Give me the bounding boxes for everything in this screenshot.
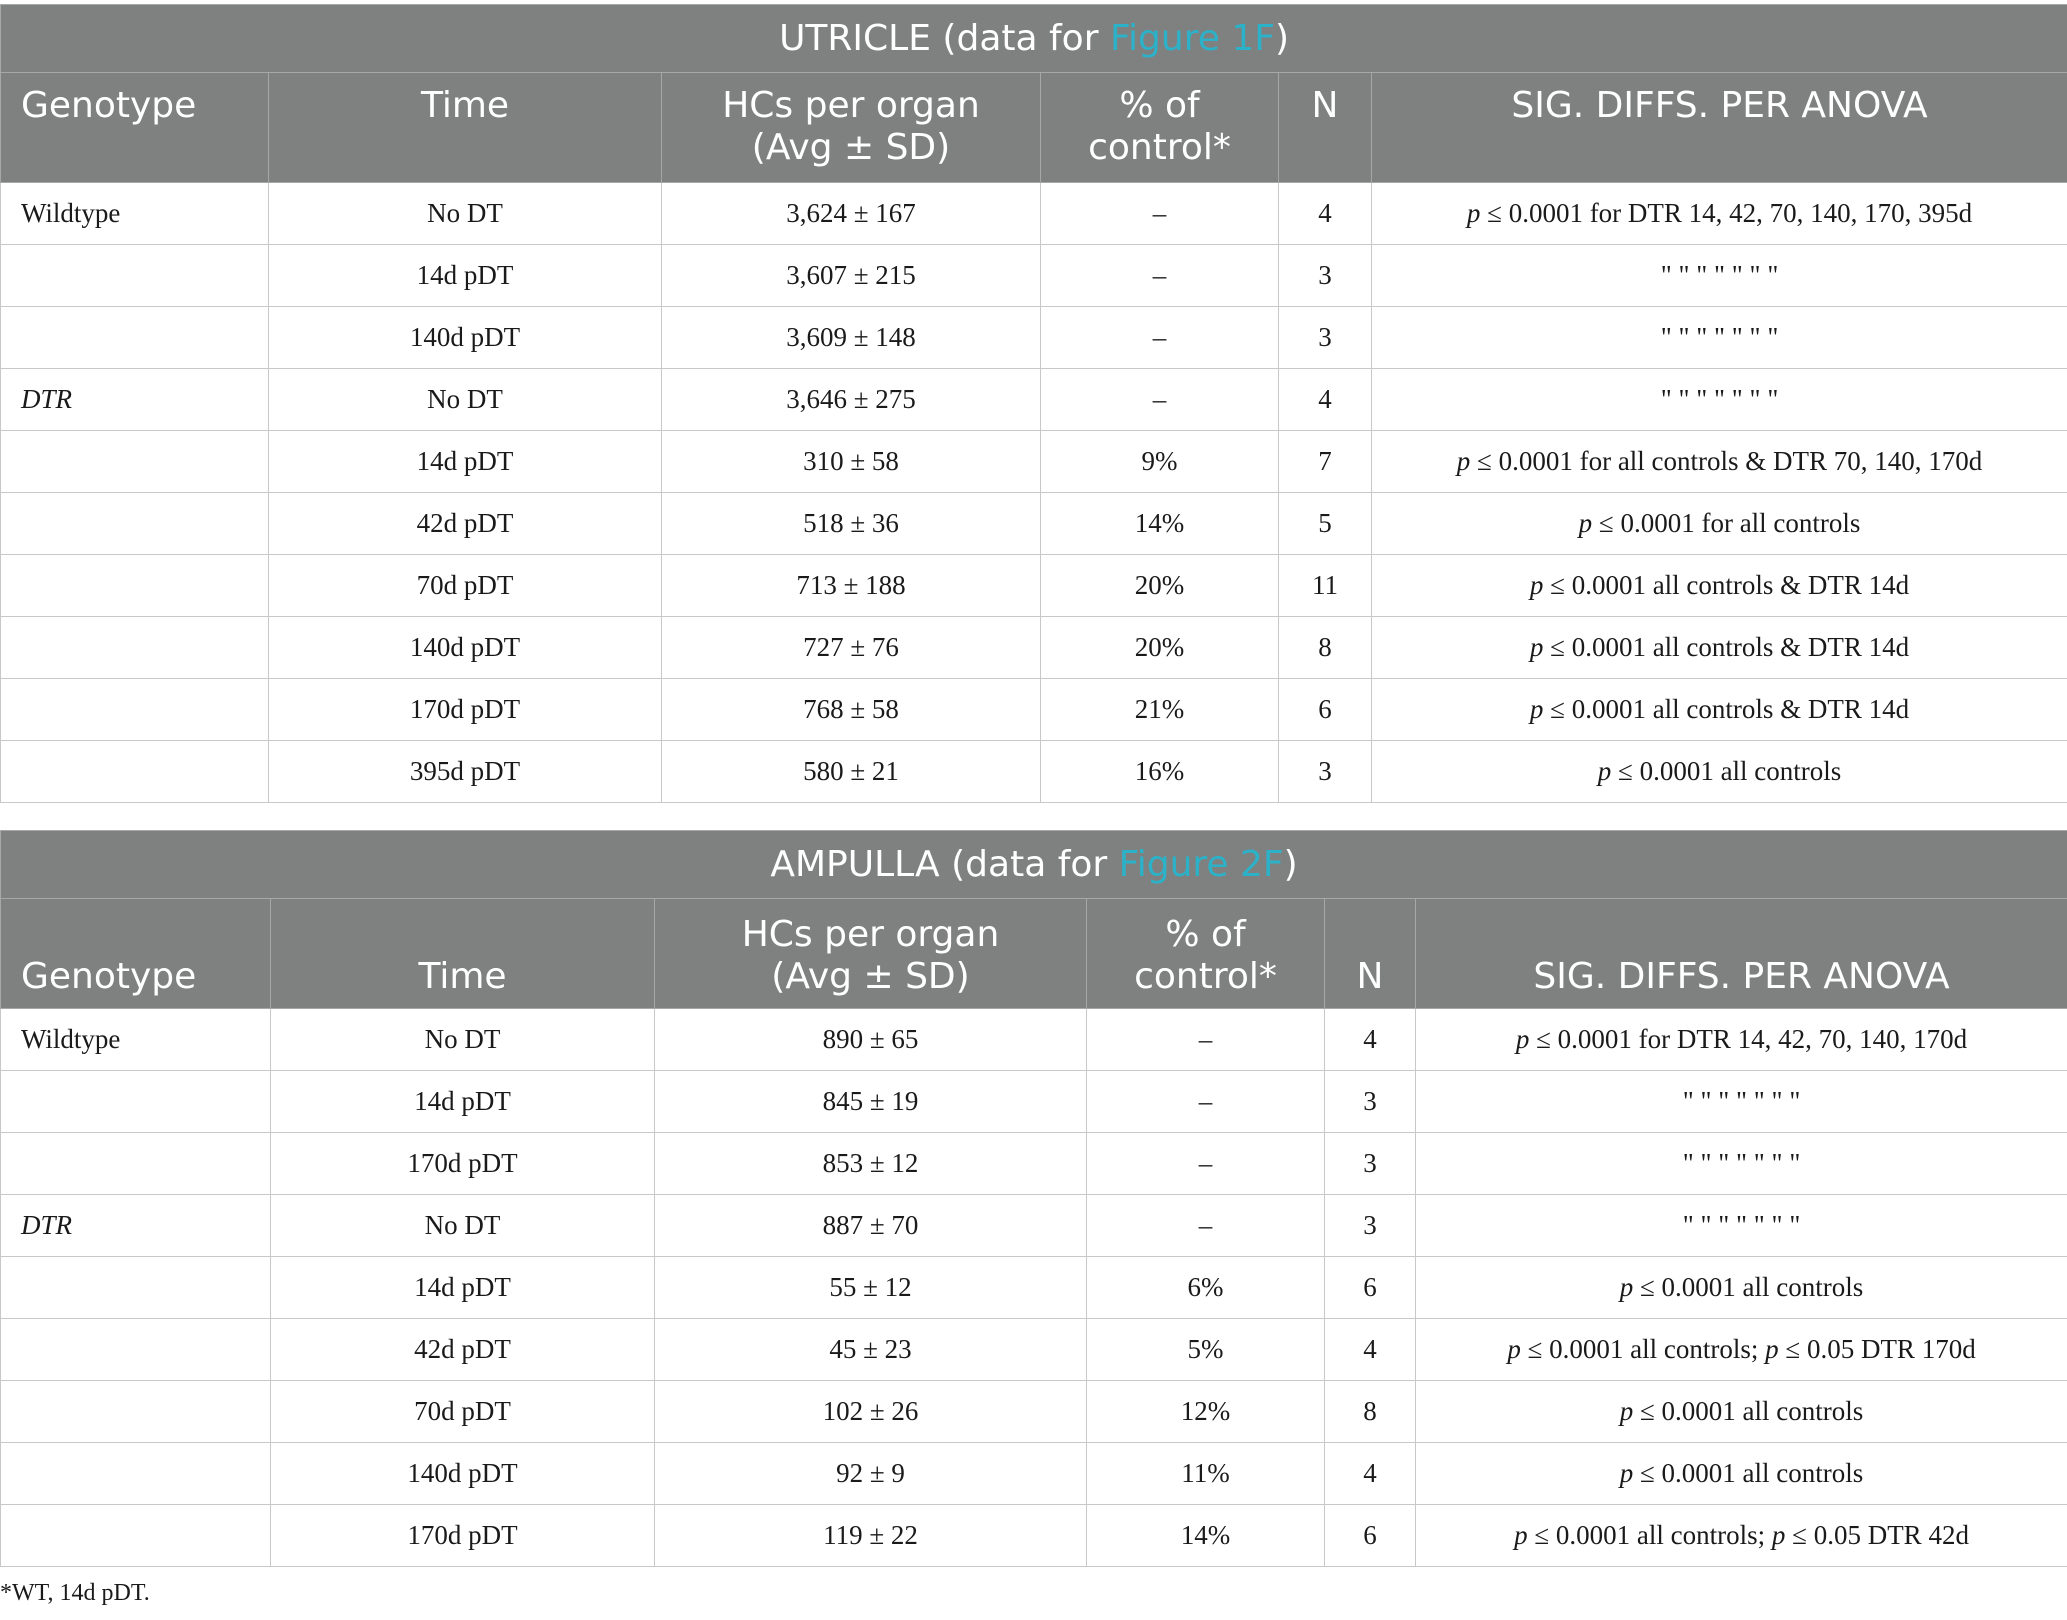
time-cell: No DT [269,369,662,431]
time-cell: 42d pDT [269,493,662,555]
genotype-cell: Wildtype [1,183,269,245]
pct-control-cell: 21% [1041,679,1279,741]
table-footnote: *WT, 14d pDT. [0,1580,150,1606]
sig-diffs-cell: p ≤ 0.0001 all controls [1416,1381,2067,1443]
table-row [1,1505,2067,1567]
table-row [1,555,2067,617]
n-cell: 3 [1279,307,1372,369]
genotype-cell [1,1443,271,1505]
utricle-title [1,5,2067,73]
sig-diffs-cell: p ≤ 0.0001 for DTR 14, 42, 70, 140, 170d [1416,1009,2067,1071]
genotype-cell [1,679,269,741]
table-row [1,1319,2067,1381]
table-row [1,245,2067,307]
genotype-cell [1,617,269,679]
n-cell: 3 [1325,1071,1416,1133]
ampulla-title [1,831,2067,899]
table-row [1,1195,2067,1257]
hcs-cell: 518 ± 36 [662,493,1041,555]
sig-diffs-cell: " " " " " " " [1416,1133,2067,1195]
pct-control-cell: – [1087,1195,1325,1257]
hcs-cell: 3,607 ± 215 [662,245,1041,307]
genotype-cell [1,741,269,803]
pct-control-cell: 20% [1041,617,1279,679]
time-cell: 14d pDT [269,245,662,307]
table-row [1,1443,2067,1505]
pct-control-cell: – [1087,1133,1325,1195]
genotype-cell [1,1133,271,1195]
pct-control-cell: – [1087,1071,1325,1133]
sig-diffs-cell: " " " " " " " [1416,1195,2067,1257]
table-row [1,1133,2067,1195]
hcs-cell: 845 ± 19 [655,1071,1087,1133]
n-cell: 7 [1279,431,1372,493]
header-hcs: HCs per organ (Avg ± SD) [662,73,1041,183]
sig-diffs-cell: p ≤ 0.0001 all controls & DTR 14d [1372,555,2067,617]
title-suffix: ) [1274,17,1289,59]
hcs-cell: 887 ± 70 [655,1195,1087,1257]
n-cell: 3 [1325,1195,1416,1257]
n-cell: 5 [1279,493,1372,555]
time-cell: 140d pDT [271,1443,655,1505]
title-prefix: UTRICLE (data for [779,17,1110,59]
figure-link[interactable]: Figure 1F [1109,17,1275,59]
pct-control-cell: 6% [1087,1257,1325,1319]
pct-control-cell: 14% [1087,1505,1325,1567]
hcs-cell: 3,609 ± 148 [662,307,1041,369]
header-hcs: HCs per organ (Avg ± SD) [655,899,1087,1009]
table-row [1,183,2067,245]
genotype-cell: DTR [1,369,269,431]
sig-diffs-cell: " " " " " " " [1372,245,2067,307]
hcs-cell: 310 ± 58 [662,431,1041,493]
hcs-cell: 55 ± 12 [655,1257,1087,1319]
hcs-cell: 853 ± 12 [655,1133,1087,1195]
genotype-cell [1,1319,271,1381]
title-prefix: AMPULLA (data for [770,843,1119,885]
time-cell: No DT [271,1009,655,1071]
hcs-cell: 119 ± 22 [655,1505,1087,1567]
genotype-cell: DTR [1,1195,271,1257]
sig-diffs-cell: p ≤ 0.0001 all controls [1416,1443,2067,1505]
sig-diffs-cell: p ≤ 0.0001 all controls; p ≤ 0.05 DTR 170d [1416,1319,2067,1381]
sig-diffs-cell: p ≤ 0.0001 all controls; p ≤ 0.05 DTR 42d [1416,1505,2067,1567]
table-row [1,1257,2067,1319]
sig-diffs-cell: p ≤ 0.0001 all controls & DTR 14d [1372,617,2067,679]
header-sig-diffs: SIG. DIFFS. PER ANOVA [1416,899,2067,1009]
time-cell: 70d pDT [271,1381,655,1443]
time-cell: 140d pDT [269,307,662,369]
genotype-cell [1,493,269,555]
n-cell: 4 [1325,1319,1416,1381]
table-row [1,431,2067,493]
sig-diffs-cell: p ≤ 0.0001 for all controls [1372,493,2067,555]
header-n: N [1325,899,1416,1009]
pct-control-cell: – [1041,183,1279,245]
time-cell: 14d pDT [269,431,662,493]
header-time: Time [269,73,662,183]
n-cell: 3 [1325,1133,1416,1195]
genotype-cell [1,1505,271,1567]
time-cell: 14d pDT [271,1257,655,1319]
n-cell: 3 [1279,741,1372,803]
sig-diffs-cell: p ≤ 0.0001 all controls [1416,1257,2067,1319]
pct-control-cell: 16% [1041,741,1279,803]
table-row [1,1381,2067,1443]
genotype-cell [1,1071,271,1133]
header-pct-control: % of control* [1041,73,1279,183]
time-cell: 170d pDT [271,1505,655,1567]
sig-diffs-cell: " " " " " " " [1416,1071,2067,1133]
hcs-cell: 3,646 ± 275 [662,369,1041,431]
n-cell: 6 [1279,679,1372,741]
n-cell: 8 [1325,1381,1416,1443]
time-cell: 70d pDT [269,555,662,617]
hcs-cell: 890 ± 65 [655,1009,1087,1071]
n-cell: 4 [1325,1443,1416,1505]
pct-control-cell: 11% [1087,1443,1325,1505]
n-cell: 4 [1325,1009,1416,1071]
n-cell: 8 [1279,617,1372,679]
n-cell: 4 [1279,183,1372,245]
hcs-cell: 768 ± 58 [662,679,1041,741]
hcs-cell: 580 ± 21 [662,741,1041,803]
genotype-cell [1,1381,271,1443]
sig-diffs-cell: p ≤ 0.0001 for DTR 14, 42, 70, 140, 170, 395d [1372,183,2067,245]
pct-control-cell: 9% [1041,431,1279,493]
table-row [1,1071,2067,1133]
genotype-cell [1,431,269,493]
time-cell: 42d pDT [271,1319,655,1381]
hcs-cell: 713 ± 188 [662,555,1041,617]
sig-diffs-cell: p ≤ 0.0001 for all controls & DTR 70, 140, 170d [1372,431,2067,493]
time-cell: 170d pDT [271,1133,655,1195]
pct-control-cell: 12% [1087,1381,1325,1443]
time-cell: 140d pDT [269,617,662,679]
pct-control-cell: 20% [1041,555,1279,617]
pct-control-cell: – [1041,307,1279,369]
column-header-row [1,73,2067,183]
utricle-table [0,4,2067,803]
n-cell: 11 [1279,555,1372,617]
hcs-cell: 727 ± 76 [662,617,1041,679]
sig-diffs-cell: " " " " " " " [1372,307,2067,369]
n-cell: 6 [1325,1257,1416,1319]
time-cell: No DT [269,183,662,245]
ampulla-table [0,830,2067,1567]
hcs-cell: 92 ± 9 [655,1443,1087,1505]
time-cell: 395d pDT [269,741,662,803]
table-row [1,493,2067,555]
header-genotype: Genotype [1,899,271,1009]
header-genotype: Genotype [1,73,269,183]
pct-control-cell: – [1041,245,1279,307]
header-n: N [1279,73,1372,183]
n-cell: 4 [1279,369,1372,431]
genotype-cell [1,307,269,369]
genotype-cell [1,555,269,617]
hcs-cell: 45 ± 23 [655,1319,1087,1381]
hcs-cell: 102 ± 26 [655,1381,1087,1443]
n-cell: 6 [1325,1505,1416,1567]
sig-diffs-cell: p ≤ 0.0001 all controls [1372,741,2067,803]
figure-link[interactable]: Figure 2F [1118,843,1284,885]
time-cell: No DT [271,1195,655,1257]
pct-control-cell: – [1087,1009,1325,1071]
table-row [1,679,2067,741]
sig-diffs-cell: p ≤ 0.0001 all controls & DTR 14d [1372,679,2067,741]
header-time: Time [271,899,655,1009]
pct-control-cell: 5% [1087,1319,1325,1381]
table-row [1,1009,2067,1071]
time-cell: 14d pDT [271,1071,655,1133]
column-header-row [1,899,2067,1009]
pct-control-cell: – [1041,369,1279,431]
hcs-cell: 3,624 ± 167 [662,183,1041,245]
genotype-cell [1,245,269,307]
title-suffix: ) [1283,843,1298,885]
table-row [1,617,2067,679]
time-cell: 170d pDT [269,679,662,741]
table-row [1,369,2067,431]
table-row [1,741,2067,803]
sig-diffs-cell: " " " " " " " [1372,369,2067,431]
n-cell: 3 [1279,245,1372,307]
table-row [1,307,2067,369]
genotype-cell: Wildtype [1,1009,271,1071]
header-sig-diffs: SIG. DIFFS. PER ANOVA [1372,73,2067,183]
header-pct-control: % of control* [1087,899,1325,1009]
genotype-cell [1,1257,271,1319]
pct-control-cell: 14% [1041,493,1279,555]
